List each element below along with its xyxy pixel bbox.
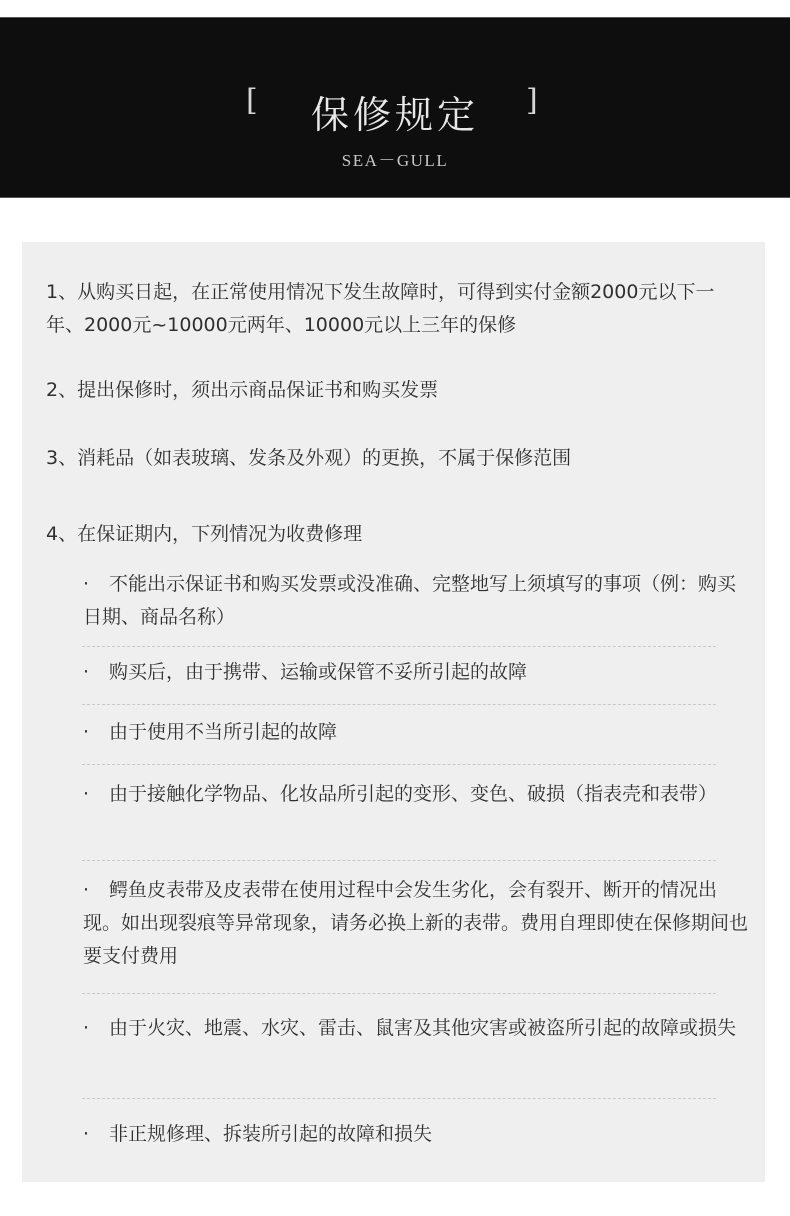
bullet-text: 不能出示保证书和购买发票或没准确、完整地写上须填写的事项（例：购买日期、商品名称） [83,573,737,628]
left-bracket: [ [246,83,258,118]
bullet-dot: · [83,661,90,683]
divider [82,993,716,994]
bullet-text: 由于使用不当所引起的故障 [109,721,338,743]
bullet-text: 鳄鱼皮表带及皮表带在使用过程中会发生劣化，会有裂开、断开的情况出现。如出现裂痕等异常现象，请务必换上新的表带。费用自理即使在保修期间也要支付费用 [83,879,749,967]
rule-4: 4、在保证期内，下列情况为收费修理 [46,523,363,545]
divider [82,646,716,647]
bullet-item-4 [83,778,748,811]
bullet-dot: · [83,573,90,595]
bullet-item-6 [83,1012,748,1045]
bullet-dot: · [83,1017,90,1039]
page-title: 保修规定 [310,93,479,137]
bullet-item-1 [83,568,748,634]
bullet-item-2 [83,656,748,689]
divider [82,860,716,861]
bullet-item-7 [83,1118,748,1151]
bullet-item-5 [83,874,748,973]
divider [82,764,716,765]
bullet-dot: · [83,721,90,743]
header-banner [0,17,790,198]
rule-1: 1、从购买日起，在正常使用情况下发生故障时，可得到实付金额2000元以下一年、2000元~10000元两年、10000元以上三年的保修 [46,281,715,336]
rule-3: 3、消耗品（如表玻璃、发条及外观）的更换，不属于保修范围 [46,447,572,469]
rule-2: 2、提出保修时，须出示商品保证书和购买发票 [46,379,439,401]
bullet-text: 购买后，由于携带、运输或保管不妥所引起的故障 [109,661,528,683]
warranty-panel [22,242,765,1182]
title-row [0,80,790,140]
brand-subtitle: SEA－GULL [341,151,449,170]
bullet-item-3 [83,716,748,749]
bullet-text: 由于接触化学物品、化妆品所引起的变形、变色、破损（指表壳和表带） [109,783,718,805]
bullet-text: 由于火灾、地震、水灾、雷击、鼠害及其他灾害或被盗所引起的故障或损失 [109,1017,737,1039]
bullet-dot: · [83,1123,90,1145]
bullet-dot: · [83,879,90,901]
divider [82,704,716,705]
bullet-text: 非正规修理、拆装所引起的故障和损失 [109,1123,433,1145]
divider [82,1098,716,1099]
right-bracket: ] [526,83,538,118]
bullet-dot: · [83,783,90,805]
